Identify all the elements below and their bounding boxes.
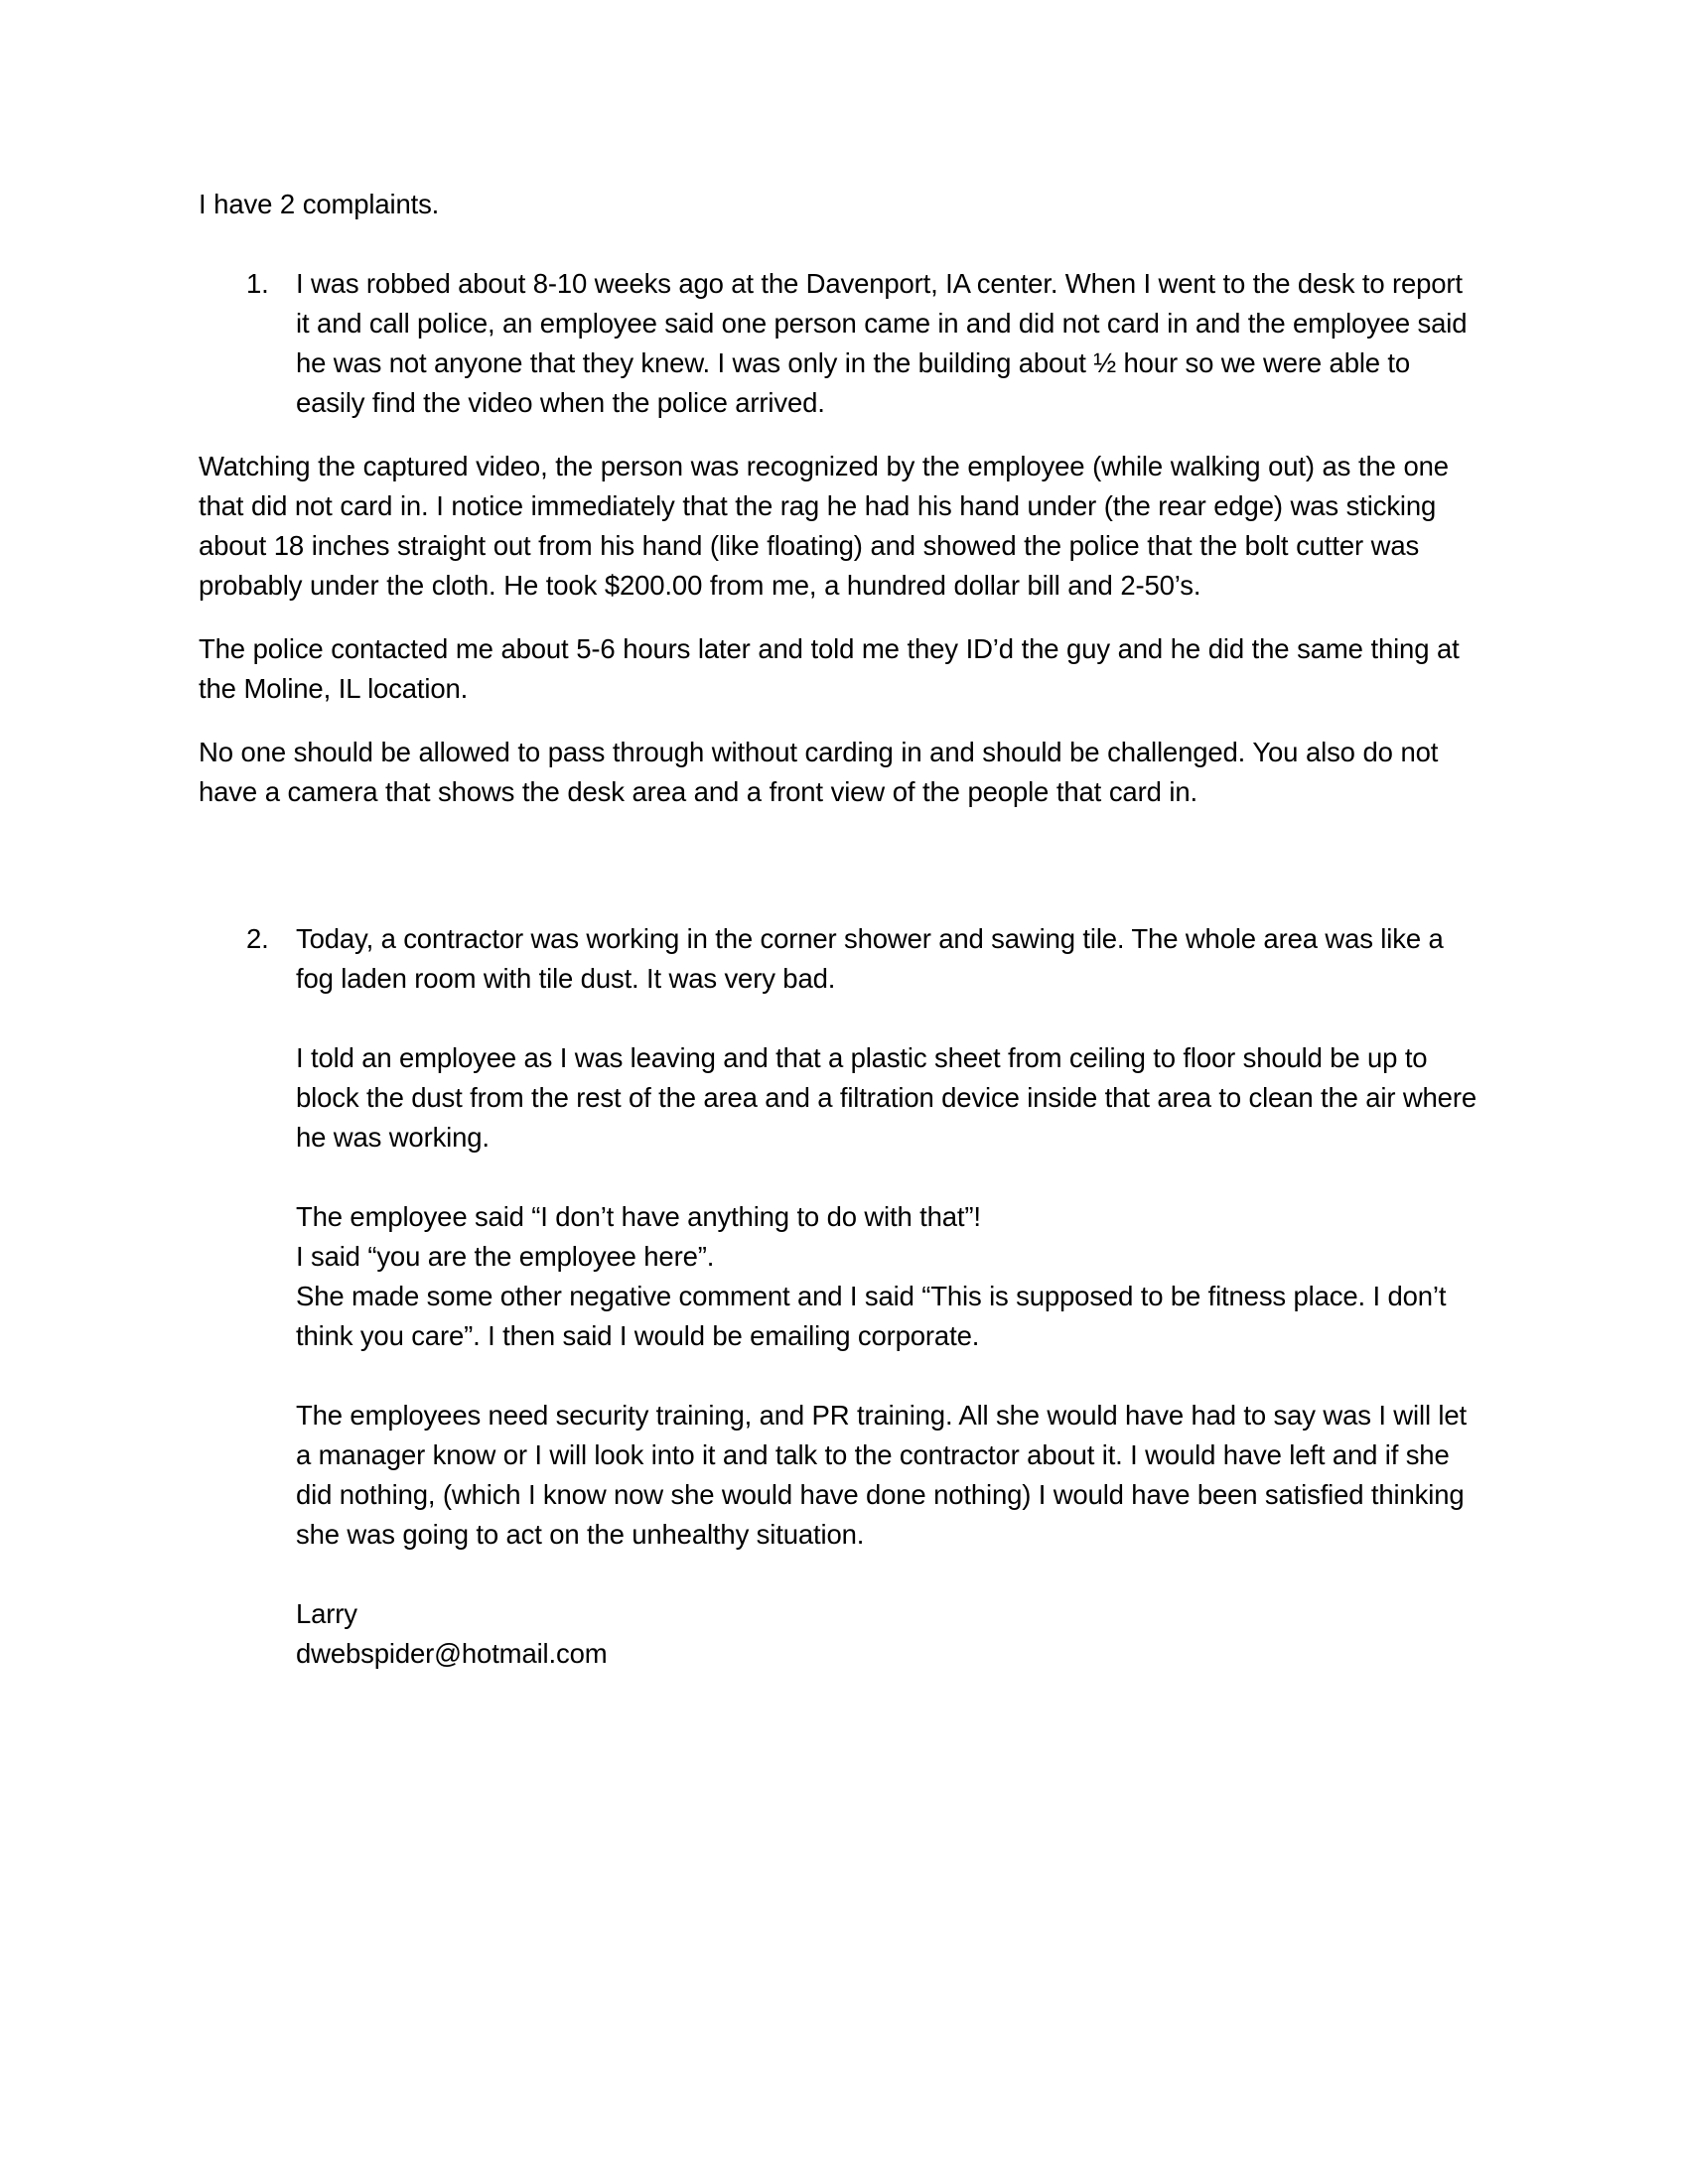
body-paragraph-police: The police contacted me about 5-6 hours later and told me they ID’d the guy and he did the same thing at the Moline, IL location. <box>199 633 1460 704</box>
dialogue-line-self: I said “you are the employee here”. <box>296 1241 715 1272</box>
document-body <box>199 185 1481 1674</box>
list-item-marker: 1. <box>246 268 269 299</box>
list-item-paragraph-contractor: Today, a contractor was working in the corner shower and sawing tile. The whole area was like a fog laden room with tile dust. It was very bad. <box>296 923 1444 994</box>
dialogue-line-response: She made some other negative comment and I said “This is supposed to be fitness place. I don’t think you care”. I then said I would be emailing corporate. <box>296 1281 1447 1351</box>
signature-name: Larry <box>296 1598 357 1629</box>
spacer <box>199 224 1481 264</box>
intro-paragraph: I have 2 complaints. <box>199 189 440 219</box>
list-item-paragraph-plastic-sheet: I told an employee as I was leaving and that a plastic sheet from ceiling to floor should be up to block the dust from the rest of the area and a filtration device inside that area to clean the air where he was working. <box>296 1042 1477 1153</box>
complaint-list-two <box>199 919 1481 1674</box>
list-item-marker: 2. <box>246 923 269 954</box>
body-paragraph-video: Watching the captured video, the person was recognized by the employee (while walking out) as the one that did not card in. I notice immediately that the rag he had his hand under (the rear edge) was sticking about 18 inches straight out from his hand (like floating) and showed the police that the bolt cutter was probably under the cloth. He took $200.00 from me, a hundred dollar bill and 2-50’s. <box>199 451 1449 601</box>
list-item <box>199 919 1481 1674</box>
spacer <box>199 812 1481 919</box>
complaint-list-one <box>199 264 1481 423</box>
signature-block <box>296 1594 1481 1674</box>
list-item-paragraph-training: The employees need security training, and PR training. All she would have had to say was I will let a manager know or I will look into it and talk to the contractor about it. I would have left and if she did nothing, (which I know now she would have done nothing) I would have been satisfied thinking she was going to act on the unhealthy situation. <box>296 1400 1467 1550</box>
signature-email: dwebspider@hotmail.com <box>296 1638 608 1669</box>
spacer <box>199 423 1481 447</box>
list-item <box>199 264 1481 423</box>
body-paragraph-carding: No one should be allowed to pass through without carding in and should be challenged. You also do not have a camera that shows the desk area and a front view of the people that card in. <box>199 737 1439 807</box>
dialogue-line-employee: The employee said “I don’t have anything to do with that”! <box>296 1201 981 1232</box>
list-item-paragraph: I was robbed about 8-10 weeks ago at the Davenport, IA center. When I went to the desk to report it and call police, an employee said one person came in and did not card in and the employee said he was not anyone that they knew. I was only in the building about ½ hour so we were able to easily find the video when the police arrived. <box>296 268 1468 418</box>
dialogue-block <box>296 1197 1481 1356</box>
